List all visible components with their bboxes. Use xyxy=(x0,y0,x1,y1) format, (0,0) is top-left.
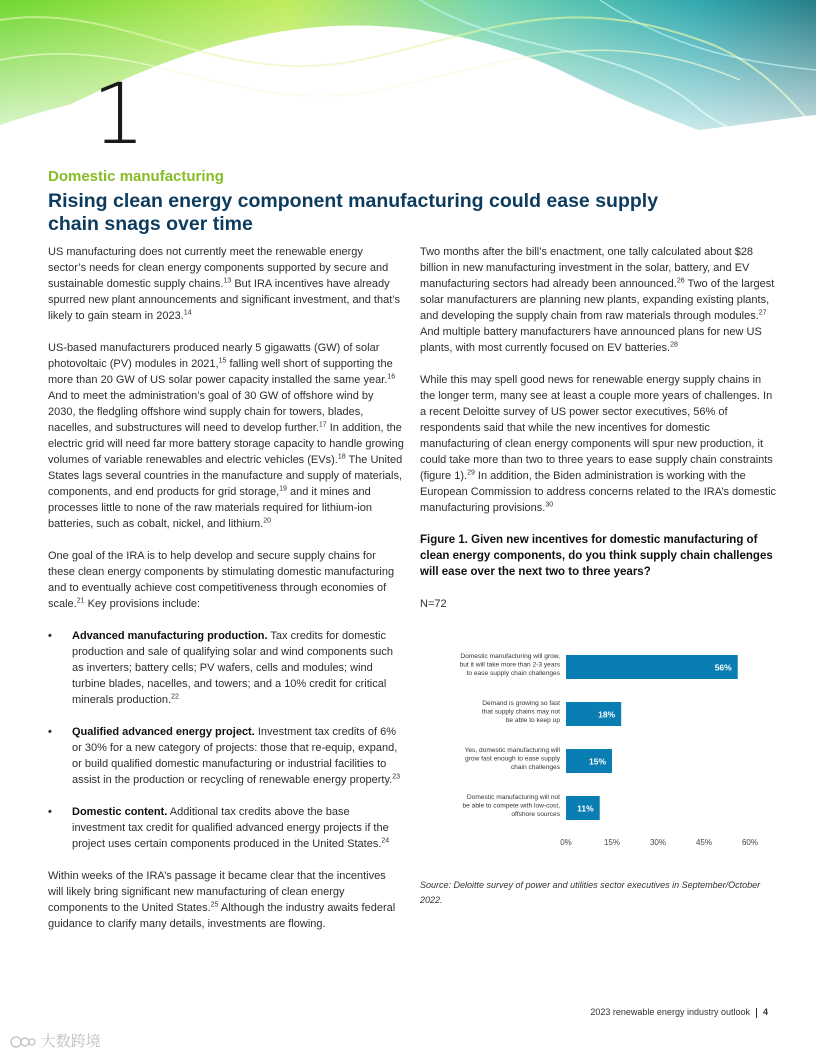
page-footer xyxy=(590,1007,768,1018)
right-column xyxy=(420,244,778,628)
section-label: Domestic manufacturing xyxy=(48,168,224,185)
bar-value-label: 11% xyxy=(577,803,594,814)
paragraph: Within weeks of the IRA’s passage it became clear that the incentives will likely bring significant new manufacturing of clean energy components to the United States.$^{25}$ Although the industry awaits federal guidance to clarify many details, investments are flowing. xyxy=(48,870,396,930)
category-label: Yes, domestic manufacturing will xyxy=(464,747,560,754)
page-number: 4 xyxy=(762,1007,768,1017)
page-title: Rising clean energy component manufacturing could ease supply chain snags over time xyxy=(48,190,659,235)
paragraph: Two months after the bill’s enactment, one tally calculated about $28 billion in new manufacturing investment in the solar, battery, and EV manufacturing sectors had already been announced.$^{26}$ Two of the largest solar manufacturers are planning new plants, expanding existing plants, and developing the supply chain from raw materials through modules.$^{27}$ And multiple battery manufacturers have announced plans for new US plants, with most currently focused on EV batteries.$^{28}$ xyxy=(420,246,775,354)
list-item: • Advanced manufacturing production. Tax credits for domestic production and sale of qualifying solar and wind components such as inverters; battery cells; PV wafers, cells and modules; wind turbine blades, nacelles, and towers; and a 10% credit for critical minerals production.$^{22}$ xyxy=(48,630,394,706)
category-label: that supply chains may not xyxy=(481,708,560,716)
x-tick-label: 0% xyxy=(560,838,572,847)
bar-value-label: 18% xyxy=(598,709,616,720)
watermark-logo-icon xyxy=(10,1035,36,1049)
category-label: but it will take more than 2-3 years xyxy=(459,661,560,669)
bar-value-label: 15% xyxy=(588,756,606,767)
figure-source: Source: Deloitte survey of power and utilities sector executives in September/October 2022. xyxy=(420,880,761,905)
paragraph: US manufacturing does not currently meet the renewable energy sector’s needs for clean energy components supported by secure and sustainable domestic supply chains.$^{13}$ But IRA incentives have already spurred new plant announcements and significant investment, and that’s likely to gain steam in 2023.14 xyxy=(48,246,401,322)
bar-value-label: 56% xyxy=(714,662,732,673)
paragraph: While this may spell good news for renewable energy supply chains in the longer term, many see at least a couple more years of challenges. In a recent Deloitte survey of US power sector executives, 56% of respondents said that while the new incentives for domestic manufacturing of clean energy components will spur new production, it could take more than two to three years to ease supply chain constraints (figure 1).$^{29}$ In addition, the Biden administration is working with the European Commission to address concerns related to the IRA’s domestic manufacturing provisions.$^{30}$ xyxy=(420,374,777,514)
bullet-mark: • xyxy=(48,726,52,738)
x-tick-label: 45% xyxy=(695,838,713,847)
paragraph: US-based manufacturers produced nearly 5 gigawatts (GW) of solar photovoltaic (PV) modules in 2021,15 falling well short of supporting the more than 20 GW of US solar power capacity installed the same year.$^{16}$ And to meet the administration’s goal of 30 GW of offshore wind by 2030, the fledgling offshore wind supply chain for towers, blades, nacelles, and substructures will need to develop further.$^{17}$ In addition, the electric grid will need far more battery storage capacity to handle growing volumes of variable renewables and electric vehicles (EVs).$^{18}$ The United States lags several countries in the manufacture and supply of materials, components, and end products for grid storage,$^{19}$ and it mines and processes little to none of the raw materials required for lithium-ion batteries, such as cobalt, nickel, and lithium.$^{20}$ xyxy=(48,342,404,530)
category-label: be able to compete with low-cost, xyxy=(462,802,560,810)
provisions-list xyxy=(48,628,404,852)
x-tick-label: 15% xyxy=(603,838,621,847)
watermark-text: 大数跨境 xyxy=(40,1032,101,1050)
category-label: Demand is growing so fast xyxy=(482,700,560,707)
paragraph: One goal of the IRA is to help develop and secure supply chains for these clean energy components by stimulating domestic manufacturing and to eventually achieve cost competitiveness through economies of scale.$^{21}$ Key provisions include: xyxy=(48,550,395,610)
category-label: grow fast enough to ease supply xyxy=(465,755,560,763)
category-label: be able to keep up xyxy=(505,717,560,724)
figure-1-chart xyxy=(420,645,780,855)
watermark xyxy=(10,1030,101,1051)
chapter-number: 1 xyxy=(92,65,146,163)
figure-sample-size: N=72 xyxy=(420,598,447,610)
x-tick-label: 30% xyxy=(649,838,667,847)
figure-title: Figure 1. Given new incentives for domestic manufacturing of clean energy components, do you think supply chain challenges will ease over the next two to three years? xyxy=(420,534,773,578)
list-item: • Qualified advanced energy project. Investment tax credits of 6% or 30% for a new category of projects: those that re-equip, expand, or build qualified domestic manufacturing or industrial facilities to assist in the production or recycling of renewable energy property.$^{23}$ xyxy=(48,726,400,786)
footer-divider xyxy=(756,1008,757,1018)
category-label: Domestic manufacturing will grow, xyxy=(460,653,560,660)
left-column xyxy=(48,244,404,948)
category-label: offshore sources xyxy=(511,811,560,818)
bullet-mark: • xyxy=(48,806,52,818)
x-tick-label: 60% xyxy=(741,838,759,847)
bar xyxy=(566,655,738,679)
bar-chart xyxy=(420,645,780,855)
category-label: to ease supply chain challenges xyxy=(466,670,560,677)
category-label: Domestic manufacturing will not xyxy=(466,794,560,801)
list-item: • Domestic content. Additional tax credits above the base investment tax credit for qualified advanced energy projects if the project uses certain components produced in the United States.$^{24}$ xyxy=(48,806,390,850)
category-label: chain challenges xyxy=(510,764,560,771)
bullet-mark: • xyxy=(48,630,52,642)
footer-title: 2023 renewable energy industry outlook xyxy=(590,1007,750,1017)
